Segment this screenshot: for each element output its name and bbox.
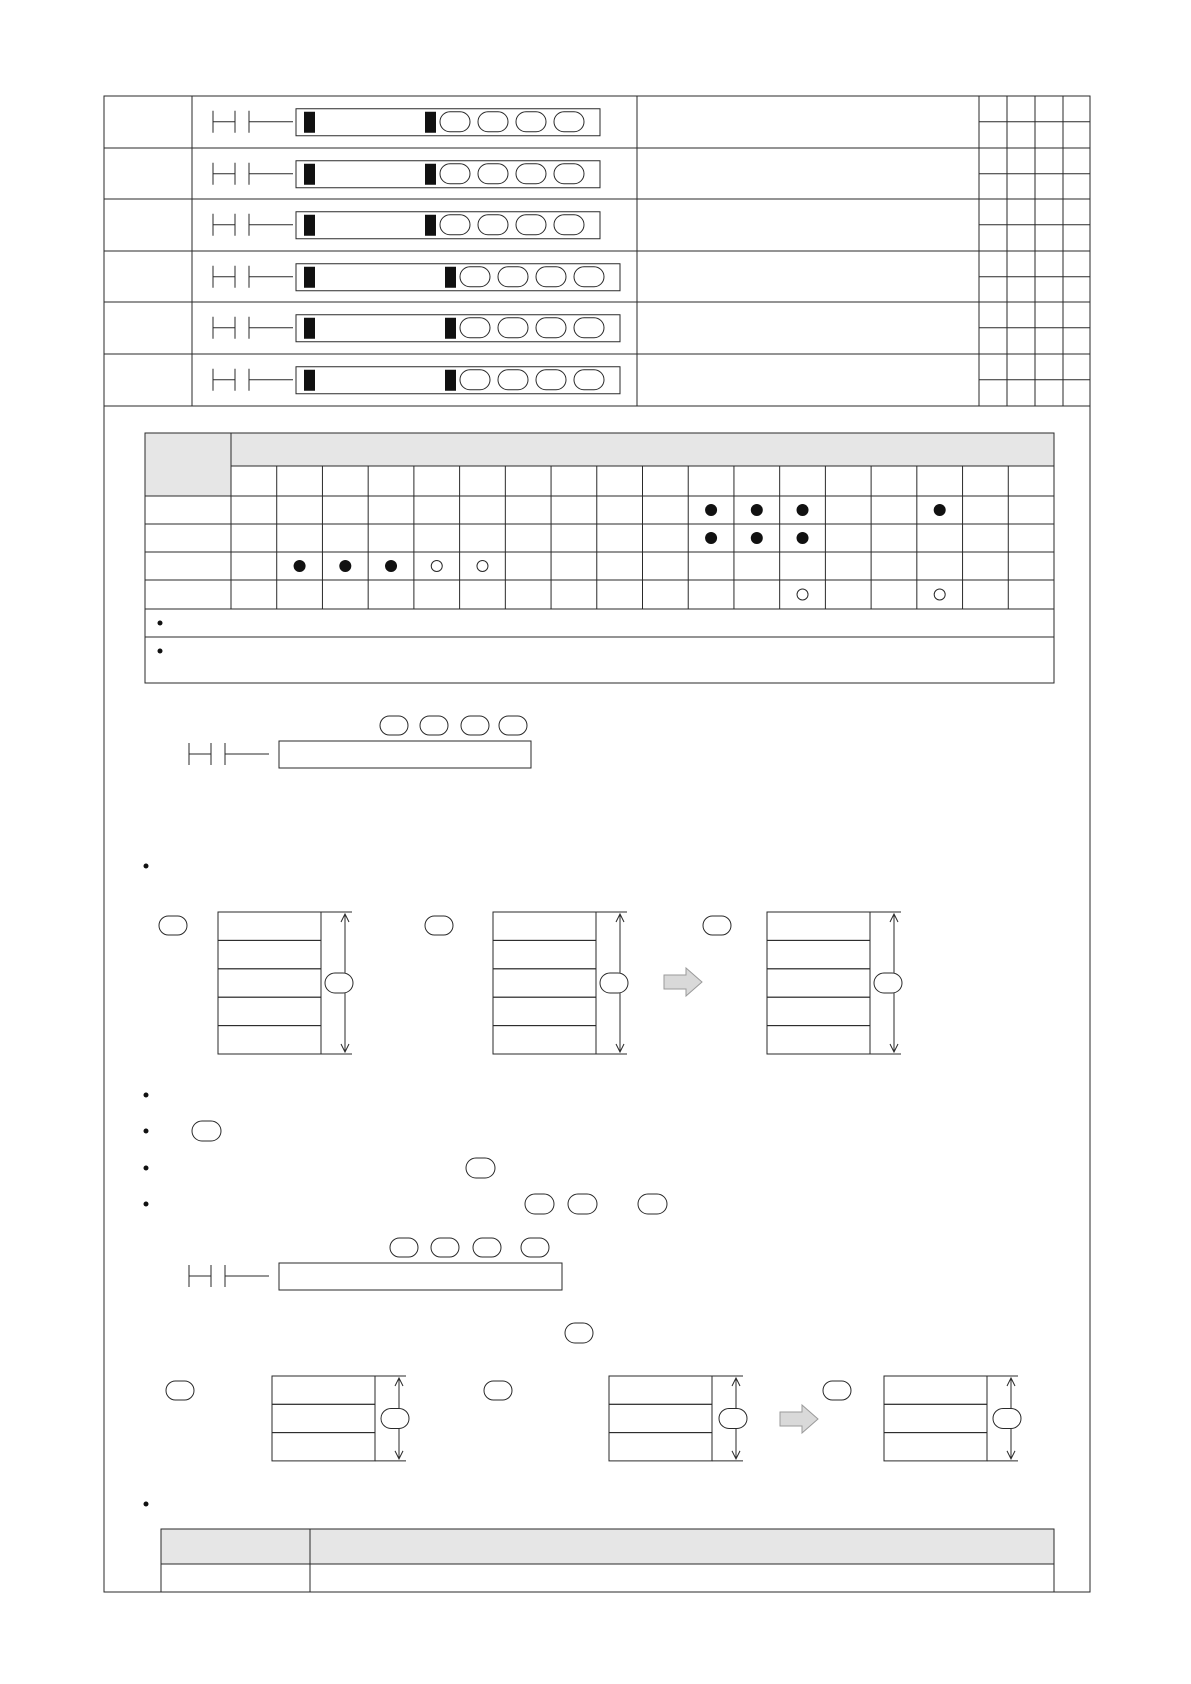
opcode-marker [304, 215, 315, 236]
register-cell [767, 912, 870, 940]
opcode-marker [304, 164, 315, 185]
hollow-dot-mark [431, 561, 442, 572]
operand-slot [554, 215, 584, 235]
device-label-slot [703, 916, 731, 935]
inline-operand-slot [565, 1323, 593, 1343]
operand-slot [574, 370, 604, 390]
filled-dot-mark [751, 532, 763, 544]
result-register-block [703, 912, 902, 1054]
opcode-marker [304, 370, 315, 391]
bullet [144, 864, 149, 869]
register-cell [884, 1376, 987, 1404]
operand-slot [390, 1238, 418, 1257]
register-cell [884, 1404, 987, 1432]
register-cell [218, 997, 321, 1025]
hollow-dot-mark [797, 589, 808, 600]
header-band-shade [231, 434, 1054, 466]
register-cell [609, 1404, 712, 1432]
operand-slot [516, 215, 546, 235]
operand-marker [445, 370, 456, 391]
instruction-row [104, 354, 1090, 394]
count-slot [325, 973, 353, 993]
instruction-box [296, 264, 620, 291]
register-cell [767, 997, 870, 1025]
register-cell [493, 969, 596, 997]
operand-slot [498, 318, 528, 338]
ladder-contact [213, 214, 293, 236]
register-cell [493, 912, 596, 940]
device-label-slot [159, 916, 187, 935]
operand-slot [380, 716, 408, 735]
operand-slot [498, 267, 528, 287]
bottom-table-header-shade [161, 1529, 1054, 1564]
operand-slot [554, 164, 584, 184]
operand-slot [574, 267, 604, 287]
operand-marker [445, 318, 456, 339]
operand-slot [499, 716, 527, 735]
count-slot [600, 973, 628, 993]
register-cell [884, 1433, 987, 1461]
instruction-row [104, 148, 1090, 188]
operand-slot [431, 1238, 459, 1257]
operand-slot [473, 1238, 501, 1257]
device-label-slot [425, 916, 453, 935]
destination-register-block [425, 912, 628, 1054]
operand-slot [516, 164, 546, 184]
operand-slot [554, 112, 584, 132]
bullet [144, 1093, 149, 1098]
process-arrow-icon [780, 1405, 818, 1433]
operand-slot [440, 112, 470, 132]
instruction-row [104, 251, 1090, 291]
note-bullet [158, 621, 163, 626]
inline-operand-slot [638, 1194, 667, 1214]
corner-cell-shade [146, 434, 231, 496]
opcode-marker [304, 112, 315, 133]
register-cell [609, 1433, 712, 1461]
ladder-contact [189, 1265, 269, 1287]
operand-marker [425, 215, 436, 236]
device-label-slot [166, 1381, 194, 1400]
operand-slot [478, 215, 508, 235]
operand-marker [425, 112, 436, 133]
register-cell [218, 912, 321, 940]
count-slot [719, 1408, 747, 1428]
inline-operand-slot [568, 1194, 597, 1214]
instruction-box [296, 315, 620, 342]
operand-slot [460, 370, 490, 390]
operand-slot [498, 370, 528, 390]
operand-marker [425, 164, 436, 185]
count-slot [381, 1408, 409, 1428]
filled-dot-mark [705, 532, 717, 544]
operand-slot [516, 112, 546, 132]
operand-marker [445, 267, 456, 288]
register-cell [609, 1376, 712, 1404]
operand-slot [521, 1238, 549, 1257]
operand-slot [478, 112, 508, 132]
register-cell [272, 1376, 375, 1404]
operand-slot [420, 716, 448, 735]
operand-slot [460, 267, 490, 287]
register-cell [218, 1026, 321, 1054]
opcode-marker [304, 318, 315, 339]
device-label-slot [823, 1381, 851, 1400]
instruction-rows [104, 96, 1090, 406]
ladder-contact [213, 163, 293, 185]
operand-slot [478, 164, 508, 184]
register-cell [272, 1433, 375, 1461]
operand-slot [460, 318, 490, 338]
operand-slot [440, 215, 470, 235]
hollow-dot-mark [477, 561, 488, 572]
filled-dot-mark [797, 532, 809, 544]
bottom-table [161, 1529, 1054, 1592]
operand-slot [461, 716, 489, 735]
note-bullet [158, 649, 163, 654]
source-register-block [159, 912, 353, 1054]
opcode-marker [304, 267, 315, 288]
ladder-contact [213, 317, 293, 339]
operand-table-frame [145, 433, 1054, 683]
inline-operand-slot [525, 1194, 554, 1214]
source-register-block-2 [166, 1376, 409, 1461]
register-cell [272, 1404, 375, 1432]
register-cell [218, 969, 321, 997]
device-label-slot [484, 1381, 512, 1400]
ladder-contact [213, 111, 293, 133]
filled-dot-mark [797, 504, 809, 516]
filled-dot-mark [934, 504, 946, 516]
instruction-row [213, 109, 1090, 136]
register-cell [493, 1026, 596, 1054]
ladder-example-2 [189, 1238, 562, 1290]
count-slot [874, 973, 902, 993]
operand-slot [440, 164, 470, 184]
operand-slot [536, 318, 566, 338]
filled-dot-mark [385, 560, 397, 572]
filled-dot-mark [751, 504, 763, 516]
bullet [144, 1202, 149, 1207]
operand-slot [536, 267, 566, 287]
filled-dot-mark [705, 504, 717, 516]
register-cell [493, 940, 596, 968]
ladder-example-1 [189, 716, 531, 768]
register-cell [493, 997, 596, 1025]
register-cell [767, 940, 870, 968]
bullet [144, 1166, 149, 1171]
operand-slot [574, 318, 604, 338]
register-cell [767, 969, 870, 997]
result-register-block-2 [823, 1376, 1021, 1461]
inline-operand-slot [466, 1158, 495, 1178]
ladder-contact [213, 266, 293, 288]
ladder-contact [189, 743, 269, 765]
instruction-box [279, 1263, 562, 1290]
process-arrow-icon [664, 968, 702, 996]
operand-table [145, 433, 1054, 683]
register-cell [767, 1026, 870, 1054]
bullet [144, 1129, 149, 1134]
bullet [144, 1502, 149, 1507]
instruction-box [296, 367, 620, 394]
instruction-box [279, 741, 531, 768]
filled-dot-mark [339, 560, 351, 572]
register-cell [218, 940, 321, 968]
filled-dot-mark [294, 560, 306, 572]
instruction-row [104, 199, 1090, 239]
hollow-dot-mark [934, 589, 945, 600]
operand-slot [536, 370, 566, 390]
destination-register-block-2 [484, 1376, 747, 1461]
inline-operand-slot [192, 1121, 221, 1141]
count-slot [993, 1408, 1021, 1428]
ladder-contact [213, 369, 293, 391]
instruction-row [104, 302, 1090, 342]
